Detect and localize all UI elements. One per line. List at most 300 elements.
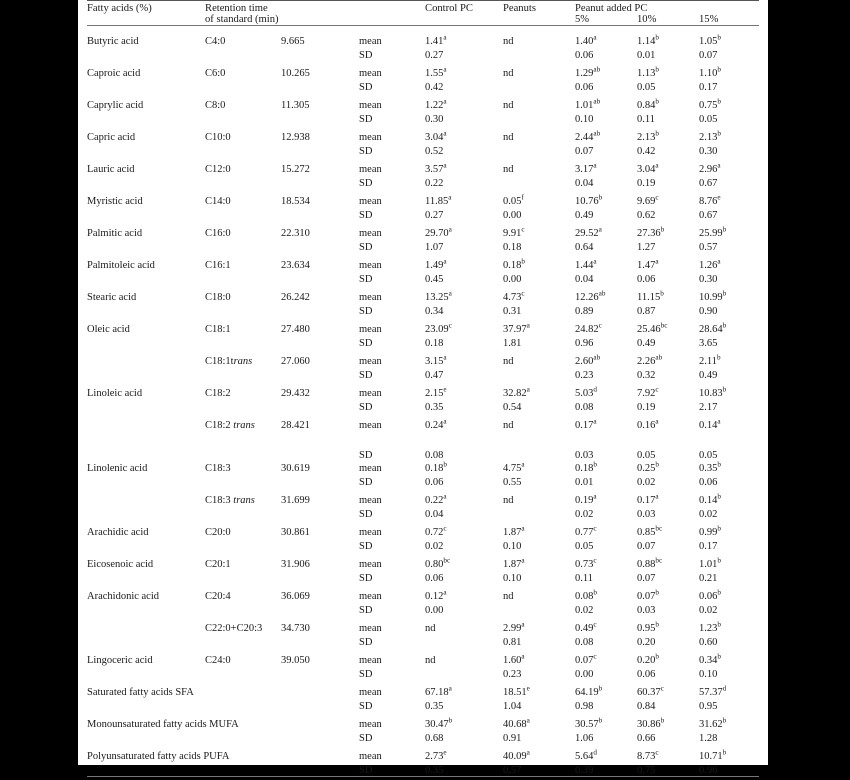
superscript-letter: b bbox=[717, 129, 721, 138]
superscript-letter: b bbox=[593, 588, 597, 597]
cell-fatty-acid-code: C18:1 bbox=[205, 324, 231, 336]
cell-blank-rt bbox=[281, 699, 359, 713]
cell-sd-peanut-5: 0.04 bbox=[575, 177, 594, 189]
superscript-letter: b bbox=[717, 492, 721, 501]
cell-fatty-acid-name: Caprylic acid bbox=[87, 100, 144, 112]
cell-sd-control-pc: 0.02 bbox=[425, 540, 444, 552]
cell-fatty-acid-code: C16:0 bbox=[205, 228, 231, 240]
cell-sd-peanut-5: 0.04 bbox=[575, 273, 594, 285]
cell-sd-peanut-10: 0.06 bbox=[637, 668, 656, 680]
cell-blank-name bbox=[87, 539, 205, 553]
superscript-letter: c bbox=[593, 620, 597, 629]
cell-fatty-acid-code: C18:3 trans bbox=[205, 495, 255, 507]
cell-stat-label-sd: SD bbox=[359, 764, 373, 776]
cell-sd-peanut-15: 0.17 bbox=[699, 540, 718, 552]
cell-stat-label-mean: mean bbox=[359, 196, 382, 208]
cell-blank-rt bbox=[281, 240, 359, 254]
superscript-letter: b bbox=[717, 556, 721, 565]
superscript-letter: b bbox=[717, 353, 721, 362]
cell-sd-peanut-10: 0.84 bbox=[637, 700, 656, 712]
cell-retention-time: 31.699 bbox=[281, 495, 310, 507]
cell-mean-peanut-5: 3.17$^a$ bbox=[575, 161, 597, 176]
cell-mean-peanut-5: 2.60$^{ab}$ bbox=[575, 353, 601, 368]
table-row-sd bbox=[87, 80, 759, 94]
cell-mean-peanut-15: 8.76e bbox=[699, 193, 721, 208]
table-row-sd bbox=[87, 48, 759, 62]
cell-blank-rt bbox=[281, 539, 359, 553]
superscript-letter: a bbox=[448, 684, 452, 693]
cell-fatty-acid-code: C10:0 bbox=[205, 132, 231, 144]
table-row-sd bbox=[87, 432, 759, 462]
cell-sd-peanut-5: 0.89 bbox=[575, 305, 594, 317]
cell-blank-rt bbox=[281, 80, 359, 94]
cell-mean-control-pc: nd bbox=[425, 623, 436, 635]
cell-mean-peanut-5: 12.26$^{ab}$ bbox=[575, 289, 606, 304]
superscript-letter: a bbox=[448, 289, 452, 298]
cell-mean-peanuts: nd bbox=[503, 591, 514, 603]
superscript-letter: ab bbox=[593, 65, 601, 74]
cell-mean-peanut-10: 2.13$^b$ bbox=[637, 129, 659, 144]
superscript-letter: a bbox=[521, 620, 525, 629]
cell-stat-label-mean: mean bbox=[359, 719, 382, 731]
cell-sd-control-pc: 0.68 bbox=[425, 732, 444, 744]
cell-retention-time: 34.730 bbox=[281, 623, 310, 635]
cell-sd-peanut-10: 0.19 bbox=[637, 401, 656, 413]
cell-mean-peanuts: nd bbox=[503, 164, 514, 176]
table-row-sd bbox=[87, 603, 759, 617]
cell-mean-control-pc: 67.18$^a$ bbox=[425, 684, 452, 699]
cell-mean-peanut-5: 1.01$^{ab}$ bbox=[575, 97, 601, 112]
superscript-letter: a bbox=[443, 257, 447, 266]
cell-mean-peanut-10: 0.20$^b$ bbox=[637, 652, 659, 667]
superscript-letter: c bbox=[655, 193, 659, 202]
header-retention-time: Retention time bbox=[205, 3, 268, 14]
header-blank-4 bbox=[503, 15, 575, 26]
cell-fatty-acid-name: Lauric acid bbox=[87, 164, 135, 176]
superscript-letter: a bbox=[655, 257, 659, 266]
cell-mean-peanut-10: 7.92$^c$ bbox=[637, 385, 659, 400]
cell-stat-label-mean: mean bbox=[359, 100, 382, 112]
cell-mean-peanut-5: 1.44$^a$ bbox=[575, 257, 597, 272]
cell-fatty-acid-name: Stearic acid bbox=[87, 292, 137, 304]
cell-mean-control-pc: 3.04$^a$ bbox=[425, 129, 447, 144]
cell-blank-rt bbox=[281, 432, 359, 462]
cell-mean-peanuts: 2.99$^a$ bbox=[503, 620, 525, 635]
table-row bbox=[87, 253, 759, 272]
superscript-letter: b bbox=[598, 716, 603, 725]
cell-mean-peanut-5: 0.08$^b$ bbox=[575, 588, 597, 603]
cell-mean-peanuts: nd bbox=[503, 420, 514, 432]
cell-mean-peanuts: 18.51e bbox=[503, 684, 530, 699]
cell-sd-control-pc: 1.07 bbox=[425, 241, 444, 253]
header-row-1 bbox=[87, 4, 759, 15]
cell-fatty-acid-code: C22:0+C20:3 bbox=[205, 623, 263, 635]
cell-mean-peanut-5: 0.07$^c$ bbox=[575, 652, 597, 667]
cell-blank-code bbox=[205, 475, 281, 489]
superscript-letter: a bbox=[448, 193, 452, 202]
cell-blank-rt bbox=[281, 731, 359, 745]
cell-sd-peanut-10: 0.11 bbox=[637, 113, 655, 125]
cell-blank-rt bbox=[281, 368, 359, 382]
cell-sd-peanut-10: 0.32 bbox=[637, 369, 656, 381]
cell-mean-peanut-15: 31.62$^b$ bbox=[699, 716, 727, 731]
table-row-sd bbox=[87, 667, 759, 681]
superscript-letter: b bbox=[717, 460, 721, 469]
cell-mean-peanuts: 0.05$^f$ bbox=[503, 193, 524, 208]
superscript-letter: a bbox=[526, 385, 530, 394]
superscript-letter: a bbox=[521, 652, 525, 661]
cell-sd-peanut-15: 0.17 bbox=[699, 81, 718, 93]
cell-mean-control-pc: 1.22$^a$ bbox=[425, 97, 447, 112]
cell-blank-rt bbox=[281, 571, 359, 585]
cell-blank-code bbox=[205, 368, 281, 382]
cell-stat-label-mean: mean bbox=[359, 687, 382, 699]
table-row bbox=[87, 744, 759, 763]
cell-sd-peanut-15: 0.90 bbox=[699, 305, 718, 317]
cell-stat-label-mean: mean bbox=[359, 132, 382, 144]
cell-sd-peanut-5: 0.64 bbox=[575, 241, 594, 253]
cell-stat-label-mean: mean bbox=[359, 324, 382, 336]
cell-sd-peanut-10: 0.03 bbox=[637, 508, 656, 520]
cell-sd-control-pc: 0.27 bbox=[425, 49, 444, 61]
table-row bbox=[87, 29, 759, 48]
cell-mean-peanut-5: 1.40$^a$ bbox=[575, 33, 597, 48]
superscript-letter: b bbox=[655, 460, 659, 469]
table-row bbox=[87, 584, 759, 603]
superscript-letter: c bbox=[660, 684, 664, 693]
cell-fatty-acid-name: Myristic acid bbox=[87, 196, 143, 208]
cell-mean-peanuts: nd bbox=[503, 495, 514, 507]
cell-mean-peanuts: 1.60$^a$ bbox=[503, 652, 525, 667]
cell-stat-label-sd: SD bbox=[359, 113, 373, 125]
cell-sd-peanuts: 0.00 bbox=[503, 209, 522, 221]
cell-blank-rt bbox=[281, 272, 359, 286]
cell-sd-peanuts bbox=[503, 432, 575, 462]
cell-sd-control-pc: 0.04 bbox=[425, 508, 444, 520]
cell-stat-label-sd: SD bbox=[359, 81, 373, 93]
cell-blank-code bbox=[205, 539, 281, 553]
cell-sd-peanuts bbox=[503, 112, 575, 126]
cell-sd-peanut-10: 0.03 bbox=[637, 604, 656, 616]
cell-fatty-acid-name: Arachidonic acid bbox=[87, 591, 160, 603]
header-blank-3 bbox=[425, 15, 503, 26]
cell-mean-peanuts: nd bbox=[503, 68, 514, 80]
cell-stat-label-mean: mean bbox=[359, 623, 382, 635]
superscript-letter: a bbox=[443, 492, 447, 501]
superscript-letter: a bbox=[443, 353, 447, 362]
cell-blank-name bbox=[87, 272, 205, 286]
superscript-letter: c bbox=[593, 652, 597, 661]
cell-sd-peanut-5: 0.06 bbox=[575, 49, 594, 61]
superscript-letter: a bbox=[526, 716, 530, 725]
cell-mean-peanut-10: 2.26$^{ab}$ bbox=[637, 353, 663, 368]
cell-stat-label-mean: mean bbox=[359, 751, 382, 763]
cell-sd-control-pc: 0.52 bbox=[425, 145, 444, 157]
cell-mean-peanut-10: 0.88$^{bc}$ bbox=[637, 556, 663, 571]
table-row-sd bbox=[87, 144, 759, 158]
cell-blank-rt bbox=[281, 176, 359, 190]
cell-mean-peanut-10: 0.07$^b$ bbox=[637, 588, 659, 603]
cell-blank-code bbox=[205, 80, 281, 94]
superscript-letter: b bbox=[521, 257, 525, 266]
cell-sd-peanut-10: 0.62 bbox=[637, 209, 656, 221]
cell-mean-peanut-15: 2.11$^b$ bbox=[699, 353, 721, 368]
cell-sd-control-pc bbox=[425, 635, 503, 649]
cell-retention-time: 30.619 bbox=[281, 463, 310, 475]
cell-blank-rt bbox=[281, 304, 359, 318]
cell-stat-label-mean: mean bbox=[359, 495, 382, 507]
cell-mean-peanut-5: 5.64$^d$ bbox=[575, 748, 597, 763]
cell-blank-rt bbox=[281, 208, 359, 222]
cell-fatty-acid-name: Palmitoleic acid bbox=[87, 260, 155, 272]
cell-mean-control-pc: 1.41$^a$ bbox=[425, 33, 447, 48]
cell-sd-peanuts: 0.81 bbox=[503, 636, 522, 648]
cell-mean-peanuts: 4.73$^c$ bbox=[503, 289, 525, 304]
superscript-letter: a bbox=[443, 65, 447, 74]
superscript-letter: ab bbox=[598, 289, 606, 298]
cell-blank-name bbox=[87, 240, 205, 254]
table-row-sd bbox=[87, 304, 759, 318]
cell-stat-label-sd: SD bbox=[359, 540, 373, 552]
cell-stat-label-mean: mean bbox=[359, 559, 382, 571]
cell-sd-peanuts: 0.00 bbox=[503, 273, 522, 285]
cell-mean-peanuts: 40.09$^a$ bbox=[503, 748, 530, 763]
cell-blank-code bbox=[205, 603, 281, 617]
table-row-sd bbox=[87, 208, 759, 222]
superscript-letter: b bbox=[655, 588, 659, 597]
superscript-letter: b bbox=[448, 716, 453, 725]
cell-sd-peanut-15: 0.60 bbox=[699, 636, 718, 648]
superscript-letter: c bbox=[598, 321, 602, 330]
cell-fatty-acid-name: Butyric acid bbox=[87, 36, 139, 48]
table-row-sd bbox=[87, 272, 759, 286]
header-fatty-acids: Fatty acids (%) bbox=[87, 3, 152, 14]
table-row bbox=[87, 381, 759, 400]
cell-blank-name bbox=[87, 603, 205, 617]
header-stat-spacer bbox=[359, 4, 425, 15]
cell-sd-peanuts bbox=[503, 48, 575, 62]
cell-fatty-acid-code: C20:0 bbox=[205, 527, 231, 539]
cell-mean-control-pc: 0.80$^{bc}$ bbox=[425, 556, 451, 571]
cell-mean-control-pc: 2.15e bbox=[425, 385, 447, 400]
cell-blank-name bbox=[87, 112, 205, 126]
cell-sd-peanut-5: 1.06 bbox=[575, 732, 594, 744]
cell-fatty-acid-name: Saturated fatty acids SFA bbox=[87, 687, 194, 699]
cell-mean-peanut-10: 1.13$^b$ bbox=[637, 65, 659, 80]
cell-mean-peanut-5: 24.82$^c$ bbox=[575, 321, 602, 336]
cell-mean-peanuts: 0.18$^b$ bbox=[503, 257, 525, 272]
cell-sd-peanuts bbox=[503, 144, 575, 158]
superscript-letter: d bbox=[722, 684, 727, 693]
superscript-letter: a bbox=[655, 492, 659, 501]
superscript-letter: b bbox=[717, 652, 721, 661]
cell-retention-time: 30.861 bbox=[281, 527, 310, 539]
cell-mean-control-pc: 23.09$^c$ bbox=[425, 321, 452, 336]
code-trans-label: trans bbox=[233, 420, 255, 432]
cell-fatty-acid-name: Palmitic acid bbox=[87, 228, 143, 240]
cell-sd-peanut-10: 0.05 bbox=[637, 449, 656, 461]
cell-fatty-acid-code: C18:2 bbox=[205, 388, 231, 400]
cell-stat-label-sd: SD bbox=[359, 668, 373, 680]
table-row bbox=[87, 461, 759, 475]
superscript-letter: d bbox=[593, 385, 597, 394]
table-row bbox=[87, 413, 759, 432]
code-trans-label: rans bbox=[233, 356, 253, 368]
cell-mean-peanut-10: 11.15$^b$ bbox=[637, 289, 664, 304]
cell-stat-label-mean: mean bbox=[359, 68, 382, 80]
cell-sd-control-pc bbox=[425, 667, 503, 681]
cell-sd-peanuts: 0.18 bbox=[503, 241, 522, 253]
superscript-letter: a bbox=[521, 556, 525, 565]
superscript-letter: bc bbox=[655, 556, 663, 565]
cell-sd-control-pc: 0.22 bbox=[425, 177, 444, 189]
cell-sd-peanuts: 0.31 bbox=[503, 305, 522, 317]
cell-mean-peanut-15: 0.35$^b$ bbox=[699, 460, 721, 475]
cell-sd-peanuts: 0.10 bbox=[503, 540, 522, 552]
cell-mean-peanut-15: 1.23$^b$ bbox=[699, 620, 721, 635]
cell-stat-label-mean: mean bbox=[359, 420, 382, 432]
cell-mean-peanut-5: 64.19$^b$ bbox=[575, 684, 603, 699]
cell-mean-peanut-5: 0.17$^a$ bbox=[575, 417, 597, 432]
cell-stat-label-sd: SD bbox=[359, 636, 373, 648]
cell-mean-peanut-15: 28.64$^b$ bbox=[699, 321, 727, 336]
cell-blank-code bbox=[205, 667, 281, 681]
header-blank-2 bbox=[359, 15, 425, 26]
superscript-letter: a bbox=[443, 33, 447, 42]
cell-stat-label-mean: mean bbox=[359, 591, 382, 603]
superscript-letter: a bbox=[655, 161, 659, 170]
cell-mean-peanut-15: 1.05$^b$ bbox=[699, 33, 721, 48]
superscript-letter: a bbox=[655, 417, 659, 426]
cell-blank-code bbox=[205, 208, 281, 222]
cell-blank-name bbox=[87, 368, 205, 382]
superscript-letter: c bbox=[593, 556, 597, 565]
cell-sd-control-pc: 0.35 bbox=[425, 700, 444, 712]
cell-stat-label-sd: SD bbox=[359, 476, 373, 488]
cell-blank-rt bbox=[281, 475, 359, 489]
cell-mean-control-pc: 0.12$^a$ bbox=[425, 588, 447, 603]
cell-mean-peanut-5: 29.52$^a$ bbox=[575, 225, 602, 240]
header-level-15: 15% bbox=[699, 13, 719, 25]
cell-retention-time: 18.534 bbox=[281, 196, 310, 208]
cell-stat-label-sd: SD bbox=[359, 401, 373, 413]
cell-fatty-acid-name: Eicosenoic acid bbox=[87, 559, 154, 571]
superscript-letter: e bbox=[717, 193, 721, 202]
cell-sd-peanuts: 1.04 bbox=[503, 700, 522, 712]
cell-blank-name bbox=[87, 304, 205, 318]
cell-fatty-acid-name: Arachidic acid bbox=[87, 527, 149, 539]
cell-stat-label-sd: SD bbox=[359, 49, 373, 61]
cell-mean-peanuts: 1.87$^a$ bbox=[503, 556, 525, 571]
cell-mean-peanut-5: 0.49$^c$ bbox=[575, 620, 597, 635]
cell-blank-rt bbox=[281, 635, 359, 649]
superscript-letter: a bbox=[443, 129, 447, 138]
table-row bbox=[87, 157, 759, 176]
cell-sd-peanut-5: 0.23 bbox=[575, 369, 594, 381]
cell-sd-peanut-15: 0.02 bbox=[699, 508, 718, 520]
cell-blank-name bbox=[87, 571, 205, 585]
cell-mean-peanuts: 4.75$^a$ bbox=[503, 460, 525, 475]
cell-mean-peanut-15: 0.14$^a$ bbox=[699, 417, 721, 432]
cell-stat-label-mean: mean bbox=[359, 228, 382, 240]
superscript-letter: bc bbox=[655, 524, 663, 533]
cell-sd-control-pc: 0.00 bbox=[425, 604, 444, 616]
cell-mean-control-pc: 1.55$^a$ bbox=[425, 65, 447, 80]
header-control-pc: Control PC bbox=[425, 3, 473, 14]
cell-blank-name bbox=[87, 667, 205, 681]
table-row-sd bbox=[87, 539, 759, 553]
cell-sd-peanut-15: 0.30 bbox=[699, 145, 718, 157]
cell-mean-control-pc: 2.73e bbox=[425, 748, 447, 763]
cell-fatty-acid-code: C24:0 bbox=[205, 655, 231, 667]
header-blank-1 bbox=[87, 15, 205, 26]
cell-mean-peanut-5: 2.44$^{ab}$ bbox=[575, 129, 601, 144]
cell-mean-peanut-5: 1.29$^{ab}$ bbox=[575, 65, 601, 80]
superscript-letter: b bbox=[722, 748, 727, 757]
superscript-letter: c bbox=[448, 321, 452, 330]
table-row bbox=[87, 61, 759, 80]
table-row-sd bbox=[87, 240, 759, 254]
cell-blank-code bbox=[205, 112, 281, 126]
cell-stat-label-mean: mean bbox=[359, 36, 382, 48]
header-peanut-added-pc: Peanut added PC bbox=[575, 3, 648, 14]
cell-mean-peanut-5: 5.03$^d$ bbox=[575, 385, 597, 400]
cell-mean-peanut-10: 25.46$^{bc}$ bbox=[637, 321, 668, 336]
cell-stat-label-sd: SD bbox=[359, 508, 373, 520]
superscript-letter: b bbox=[717, 524, 721, 533]
superscript-letter: f bbox=[521, 193, 524, 202]
cell-sd-peanuts: 0.54 bbox=[503, 401, 522, 413]
cell-stat-label-mean: mean bbox=[359, 356, 382, 368]
table-row bbox=[87, 349, 759, 368]
cell-sd-peanut-10: 0.49 bbox=[637, 337, 656, 349]
superscript-letter: a bbox=[526, 321, 530, 330]
cell-stat-label-mean: mean bbox=[359, 164, 382, 176]
cell-stat-label-mean: mean bbox=[359, 388, 382, 400]
cell-fatty-acid-code: C6:0 bbox=[205, 68, 226, 80]
cell-fatty-acid-name: Caproic acid bbox=[87, 68, 141, 80]
cell-stat-label-sd: SD bbox=[359, 700, 373, 712]
cell-sd-peanut-5: 0.39 bbox=[575, 764, 594, 776]
superscript-letter: a bbox=[521, 524, 525, 533]
superscript-letter: c bbox=[521, 225, 525, 234]
cell-mean-control-pc: 29.70$^a$ bbox=[425, 225, 452, 240]
superscript-letter: b bbox=[660, 716, 665, 725]
cell-mean-control-pc: 11.85$^a$ bbox=[425, 193, 452, 208]
superscript-letter: c bbox=[521, 289, 525, 298]
cell-sd-control-pc: 0.06 bbox=[425, 572, 444, 584]
superscript-letter: a bbox=[717, 257, 721, 266]
cell-sd-peanut-15: 0.67 bbox=[699, 177, 718, 189]
superscript-letter: a bbox=[593, 161, 597, 170]
superscript-letter: ab bbox=[593, 129, 601, 138]
table-row-sd bbox=[87, 400, 759, 414]
cell-stat-label-mean: mean bbox=[359, 260, 382, 272]
superscript-letter: a bbox=[443, 588, 447, 597]
cell-blank-name bbox=[87, 432, 205, 462]
cell-retention-time: 22.310 bbox=[281, 228, 310, 240]
superscript-letter: e bbox=[443, 385, 447, 394]
cell-sd-peanut-5: 0.06 bbox=[575, 81, 594, 93]
table-row-sd bbox=[87, 336, 759, 350]
superscript-letter: b bbox=[717, 33, 721, 42]
cell-fatty-acid-name: Lingoceric acid bbox=[87, 655, 153, 667]
cell-mean-peanut-5: 10.76$^b$ bbox=[575, 193, 603, 208]
cell-mean-peanut-15: 0.14$^b$ bbox=[699, 492, 721, 507]
table-body bbox=[87, 29, 759, 777]
cell-sd-peanut-5: 0.96 bbox=[575, 337, 594, 349]
cell-sd-control-pc: 0.08 bbox=[425, 449, 444, 461]
